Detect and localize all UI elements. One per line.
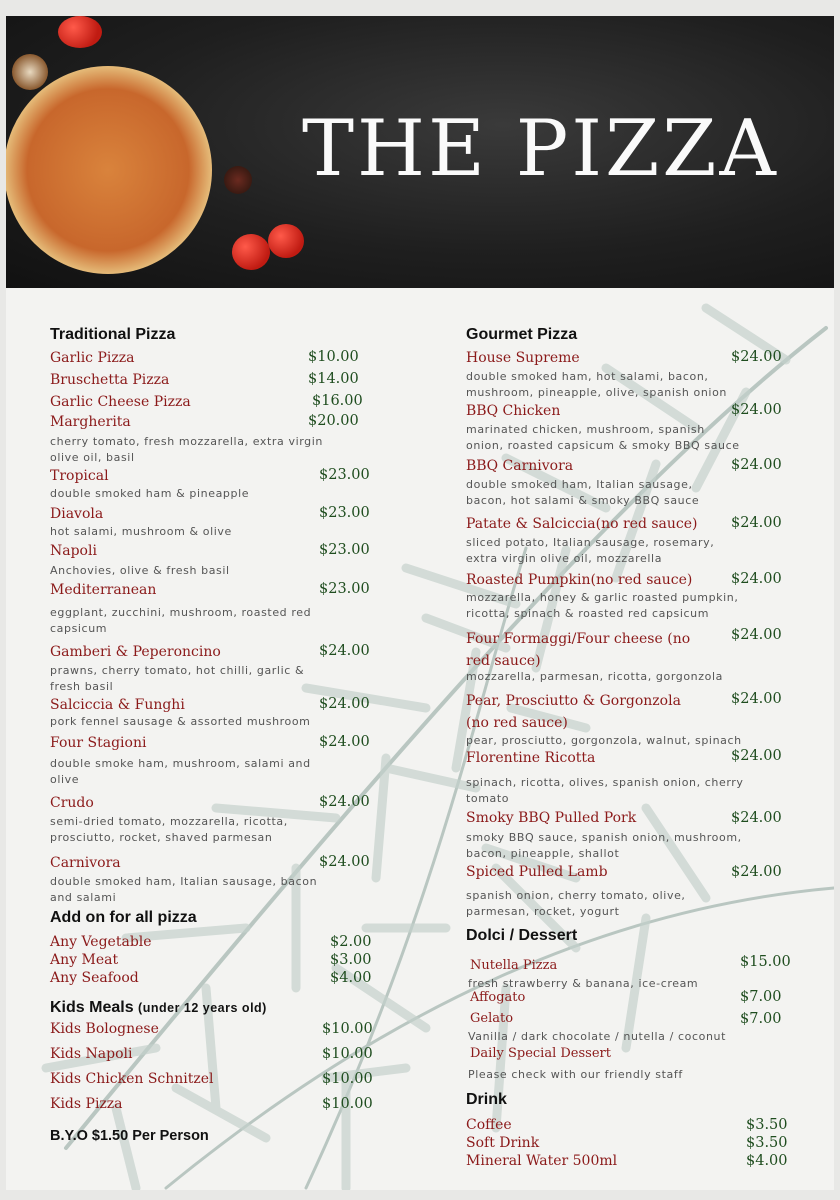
menu-item-name: Roasted Pumpkin(no red sauce): [466, 572, 693, 588]
menu-item-description: double smoked ham, Italian sausage, bacon, hot salami & smoky BBQ sauce: [466, 478, 700, 507]
menu-item-price: $24.00: [319, 696, 370, 712]
menu-item-name: BBQ Carnivora: [466, 458, 574, 474]
kids-item-price: $10.00: [322, 1096, 373, 1112]
dessert-name: Affogato: [470, 990, 526, 1005]
kids-age-note: (under 12 years old): [138, 1001, 267, 1015]
hero-banner: [6, 16, 834, 288]
drink-name: Mineral Water 500ml: [466, 1153, 618, 1169]
menu-item-description: Anchovies, olive & fresh basil: [50, 564, 230, 577]
menu-item-price: $24.00: [731, 457, 782, 473]
menu-item-name: BBQ Chicken: [466, 403, 561, 419]
menu-item-price: $23.00: [319, 542, 370, 558]
menu-item-description: cherry tomato, fresh mozzarella, extra virgin olive oil, basil: [50, 435, 323, 464]
menu-item-price: $24.00: [319, 734, 370, 750]
menu-item-name: Mediterranean: [50, 582, 157, 598]
pepper-bowl-image: [224, 166, 252, 194]
menu-item-price: $24.00: [731, 515, 782, 531]
menu-item-price: $24.00: [731, 571, 782, 587]
pizza-image: [6, 66, 212, 274]
menu-item-price: $24.00: [731, 864, 782, 880]
menu-item-name: Four Stagioni: [50, 735, 147, 751]
menu-item-price: $16.00: [312, 393, 363, 409]
drink-name: Coffee: [466, 1117, 512, 1133]
menu-item-description: hot salami, mushroom & olive: [50, 525, 232, 538]
kids-item-price: $10.00: [322, 1021, 373, 1037]
menu-item-name: Garlic Pizza: [50, 350, 135, 366]
menu-item-price: $24.00: [731, 748, 782, 764]
drink-price: $3.50: [746, 1135, 788, 1151]
tomato-image: [232, 234, 270, 270]
addon-name: Any Meat: [50, 952, 119, 968]
kids-item-name: Kids Napoli: [50, 1046, 133, 1062]
addon-price: $3.00: [330, 952, 372, 968]
menu-item-description: mozzarella, parmesan, ricotta, gorgonzola: [466, 670, 723, 683]
dessert-name: Gelato: [470, 1011, 514, 1026]
dessert-price: $7.00: [740, 989, 782, 1005]
menu-item-description: pork fennel sausage & assorted mushroom: [50, 715, 311, 728]
menu-item-price: $23.00: [319, 505, 370, 521]
menu-item-description: mozzarella, honey & garlic roasted pumpkin, ricotta, spinach & roasted red capsicum: [466, 591, 739, 620]
kids-item-name: Kids Pizza: [50, 1096, 123, 1112]
menu-item-name: Napoli: [50, 543, 97, 559]
menu-item-price: $24.00: [319, 854, 370, 870]
section-title-drink: Drink: [466, 1091, 507, 1108]
menu-item-price: $23.00: [319, 467, 370, 483]
menu-item-description: marinated chicken, mushroom, spanish onion, roasted capsicum & smoky BBQ sauce: [466, 423, 740, 452]
dessert-price: $15.00: [740, 954, 791, 970]
menu-item-name: House Supreme: [466, 350, 580, 366]
dessert-description: fresh strawberry & banana, ice-cream: [468, 977, 699, 990]
tomato-image: [268, 224, 304, 258]
menu-item-name: Florentine Ricotta: [466, 750, 596, 766]
menu-item-description: eggplant, zucchini, mushroom, roasted red capsicum: [50, 606, 312, 635]
addon-price: $2.00: [330, 934, 372, 950]
menu-page: [6, 16, 834, 1190]
salt-bowl-image: [12, 54, 48, 90]
tomato-image: [58, 16, 102, 48]
menu-item-description: double smoked ham, Italian sausage, bacon and salami: [50, 875, 318, 904]
menu-item-name: Salciccia & Funghi: [50, 697, 185, 713]
menu-item-name: Garlic Cheese Pizza: [50, 394, 191, 410]
menu-item-name: Smoky BBQ Pulled Pork: [466, 810, 637, 826]
dessert-price: $7.00: [740, 1011, 782, 1027]
dessert-name: Daily Special Dessert: [470, 1046, 611, 1061]
menu-item-name: Diavola: [50, 506, 104, 522]
menu-item-description: smoky BBQ sauce, spanish onion, mushroom, bacon, pineapple, shallot: [466, 831, 742, 860]
section-title-kids: Kids Meals (under 12 years old): [50, 999, 267, 1016]
menu-item-price: $24.00: [731, 627, 782, 643]
menu-item-description: double smoked ham & pineapple: [50, 487, 250, 500]
menu-item-price: $24.00: [731, 402, 782, 418]
addon-name: Any Seafood: [50, 970, 139, 986]
menu-item-price: $24.00: [731, 691, 782, 707]
section-title-dessert: Dolci / Dessert: [466, 927, 578, 944]
menu-item-description: double smoked ham, hot salami, bacon, mushroom, pineapple, olive, spanish onion: [466, 370, 727, 399]
menu-item-description: spinach, ricotta, olives, spanish onion, cherry tomato: [466, 776, 744, 805]
drink-price: $3.50: [746, 1117, 788, 1133]
byo-note: B.Y.O $1.50 Per Person: [50, 1128, 209, 1144]
kids-item-name: Kids Bolognese: [50, 1021, 159, 1037]
kids-item-price: $10.00: [322, 1046, 373, 1062]
menu-item-description: sliced potato, Italian sausage, rosemary, extra virgin olive oil, mozzarella: [466, 536, 715, 565]
menu-item-description: semi-dried tomato, mozzarella, ricotta, prosciutto, rocket, shaved parmesan: [50, 815, 288, 844]
menu-item-price: $23.00: [319, 581, 370, 597]
menu-item-description: pear, prosciutto, gorgonzola, walnut, spinach: [466, 734, 742, 747]
drink-price: $4.00: [746, 1153, 788, 1169]
menu-item-name: Tropical: [50, 468, 109, 484]
drink-name: Soft Drink: [466, 1135, 540, 1151]
menu-item-description: prawns, cherry tomato, hot chilli, garlic & fresh basil: [50, 664, 305, 693]
menu-item-name: Pear, Prosciutto & Gorgonzola (no red sauce): [466, 693, 681, 731]
page-title: THE PIZZA: [302, 104, 779, 194]
menu-item-price: $14.00: [308, 371, 359, 387]
menu-item-name: Gamberi & Peperoncino: [50, 644, 221, 660]
dessert-description: Please check with our friendly staff: [468, 1068, 683, 1081]
menu-item-price: $24.00: [731, 349, 782, 365]
menu-item-price: $24.00: [731, 810, 782, 826]
menu-item-price: $24.00: [319, 643, 370, 659]
section-title-gourmet: Gourmet Pizza: [466, 326, 578, 343]
menu-item-price: $24.00: [319, 794, 370, 810]
menu-item-name: Four Formaggi/Four cheese (no red sauce): [466, 631, 691, 669]
menu-item-name: Spiced Pulled Lamb: [466, 864, 608, 880]
addon-price: $4.00: [330, 970, 372, 986]
dessert-description: Vanilla / dark chocolate / nutella / coconut: [468, 1030, 726, 1043]
section-title-traditional: Traditional Pizza: [50, 326, 176, 343]
menu-item-name: Patate & Salciccia(no red sauce): [466, 516, 698, 532]
section-title-addons: Add on for all pizza: [50, 909, 197, 926]
menu-item-name: Crudo: [50, 795, 94, 811]
menu-item-price: $10.00: [308, 349, 359, 365]
menu-item-description: spanish onion, cherry tomato, olive, parmesan, rocket, yogurt: [466, 889, 686, 918]
dessert-name: Nutella Pizza: [470, 958, 558, 973]
menu-item-name: Margherita: [50, 414, 131, 430]
menu-item-name: Bruschetta Pizza: [50, 372, 170, 388]
menu-item-price: $20.00: [308, 413, 359, 429]
kids-item-name: Kids Chicken Schnitzel: [50, 1071, 214, 1087]
menu-item-description: double smoke ham, mushroom, salami and olive: [50, 757, 311, 786]
menu-item-name: Carnivora: [50, 855, 121, 871]
kids-item-price: $10.00: [322, 1071, 373, 1087]
addon-name: Any Vegetable: [50, 934, 152, 950]
